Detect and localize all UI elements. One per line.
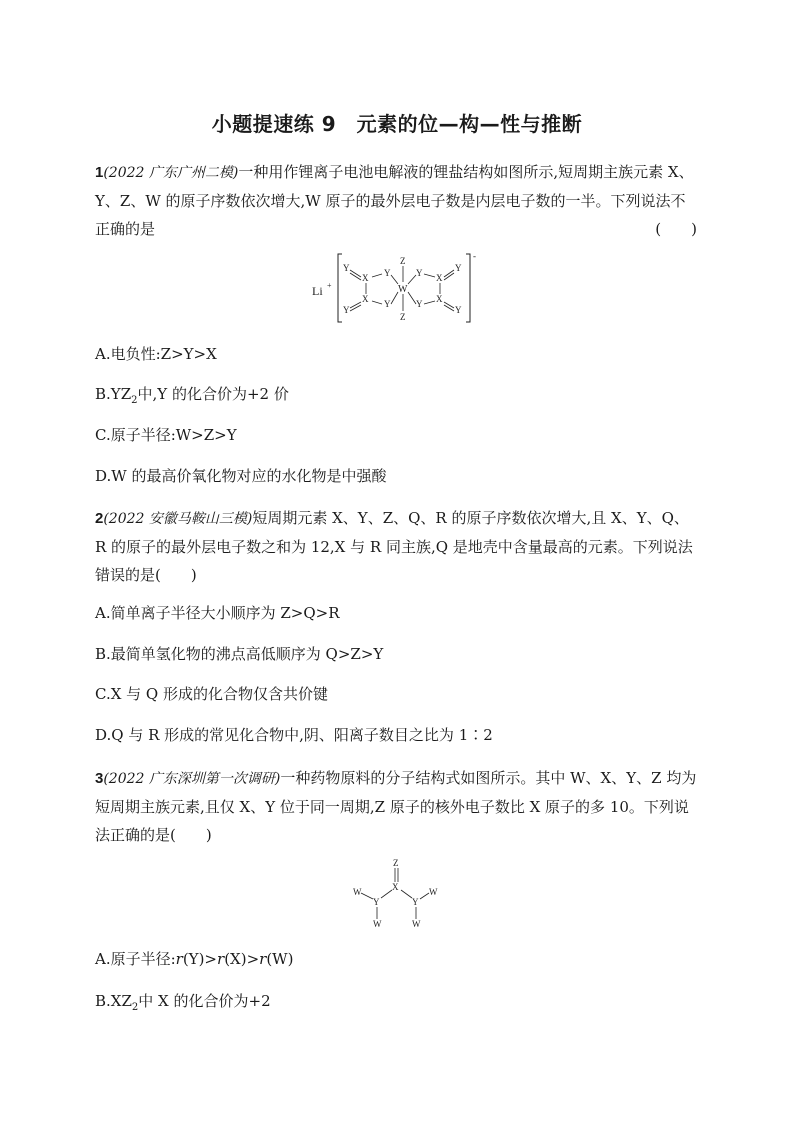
atom-w: W bbox=[398, 284, 408, 295]
question-source: (2022 广东深圳第一次调研) bbox=[103, 771, 281, 787]
atom-x: X bbox=[362, 273, 369, 283]
question-number: 2 bbox=[95, 510, 104, 527]
option-text: B.YZ bbox=[95, 385, 132, 403]
atom-y: Y bbox=[412, 897, 419, 907]
question-text: 一种用作锂离子电池电解液的锂盐结构如图所示,短周期主族元素 X、Y、Z、W 的原子序数依次增大,W 原子的最外层电子数是内层电子数的一半。下列说法不正确的是 bbox=[95, 163, 694, 238]
question-source: (2022 安徽马鞍山三模) bbox=[103, 511, 253, 527]
option-text: A.原子半径: bbox=[95, 950, 176, 968]
atom-y: Y bbox=[343, 305, 350, 315]
radius-symbol: r bbox=[175, 950, 183, 968]
option-text: B.XZ bbox=[95, 992, 132, 1010]
radius-symbol: r bbox=[217, 950, 225, 968]
page-title: 小题提速练 9 元素的位—构—性与推断 bbox=[211, 112, 583, 136]
q1-option-d: D.W 的最高价氧化物对应的水化物是中强酸 bbox=[95, 467, 387, 485]
question-text: 一种药物原料的分子结构式如图所示。其中 W、X、Y、Z 均为短周期主族元素,且仅 X、Y 位于同一周期,Z 原子的核外电子数比 X 原子的多 10。下列说法正确的是( ) bbox=[95, 769, 697, 844]
answer-parentheses: ( ) bbox=[655, 220, 697, 238]
anion-charge: - bbox=[473, 251, 476, 261]
q2-option-b: B.最简单氢化物的沸点高低顺序为 Q>Z>Y bbox=[95, 645, 384, 663]
atom-y: Y bbox=[455, 263, 462, 273]
q1-option-c: C.原子半径:W>Z>Y bbox=[95, 426, 237, 444]
atom-x: X bbox=[392, 882, 399, 892]
atom-w: W bbox=[429, 887, 438, 897]
question-source: (2022 广东广州二模) bbox=[103, 165, 239, 181]
q2-option-d: D.Q 与 R 形成的常见化合物中,阴、阳离子数目之比为 1∶2 bbox=[95, 726, 493, 744]
atom-z: Z bbox=[400, 256, 406, 266]
q2-option-a: A.简单离子半径大小顺序为 Z>Q>R bbox=[95, 604, 340, 622]
question-text: 短周期元素 X、Y、Z、Q、R 的原子序数依次增大,且 X、Y、Q、R 的原子的最外层电子数之和为 12,X 与 R 同主族,Q 是地壳中含量最高的元素。下列说法错误的是( ) bbox=[95, 509, 693, 584]
atom-y: Y bbox=[373, 897, 380, 907]
option-text: (X)> bbox=[224, 950, 260, 968]
option-text: 中,Y 的化合价为+2 价 bbox=[137, 385, 289, 403]
option-text: (Y)> bbox=[182, 950, 218, 968]
question-number: 1 bbox=[95, 164, 104, 181]
atom-z: Z bbox=[400, 312, 406, 322]
subscript: 2 bbox=[131, 1002, 139, 1013]
atom-y: Y bbox=[416, 299, 423, 309]
q1-option-b bbox=[95, 383, 289, 412]
cation-charge: + bbox=[327, 281, 332, 290]
cation-symbol: Li bbox=[312, 284, 323, 298]
q3-option-b bbox=[95, 990, 271, 1019]
atom-y: Y bbox=[384, 299, 391, 309]
question-number: 3 bbox=[95, 770, 104, 787]
subscript: 2 bbox=[131, 395, 138, 406]
q3-option-a bbox=[95, 948, 293, 970]
atom-x: X bbox=[362, 294, 369, 304]
question-2 bbox=[95, 504, 697, 589]
atom-y: Y bbox=[455, 305, 462, 315]
atom-x: X bbox=[436, 273, 443, 283]
atom-y: Y bbox=[416, 268, 423, 278]
radius-symbol: r bbox=[259, 950, 267, 968]
drug-molecule-structure-diagram bbox=[345, 855, 445, 933]
lithium-salt-structure-diagram bbox=[310, 250, 490, 328]
question-3 bbox=[95, 764, 697, 849]
question-1 bbox=[95, 158, 697, 243]
atom-w: W bbox=[353, 887, 362, 897]
atom-y: Y bbox=[384, 268, 391, 278]
option-text: (W) bbox=[266, 950, 294, 968]
q2-option-c: C.X 与 Q 形成的化合物仅含共价键 bbox=[95, 685, 328, 703]
atom-w: W bbox=[373, 919, 382, 929]
atom-x: X bbox=[436, 294, 443, 304]
q1-option-a: A.电负性:Z>Y>X bbox=[95, 345, 217, 363]
atom-y: Y bbox=[343, 263, 350, 273]
atom-z: Z bbox=[393, 858, 399, 868]
atom-w: W bbox=[412, 919, 421, 929]
option-text: 中 X 的化合价为+2 bbox=[138, 992, 271, 1010]
